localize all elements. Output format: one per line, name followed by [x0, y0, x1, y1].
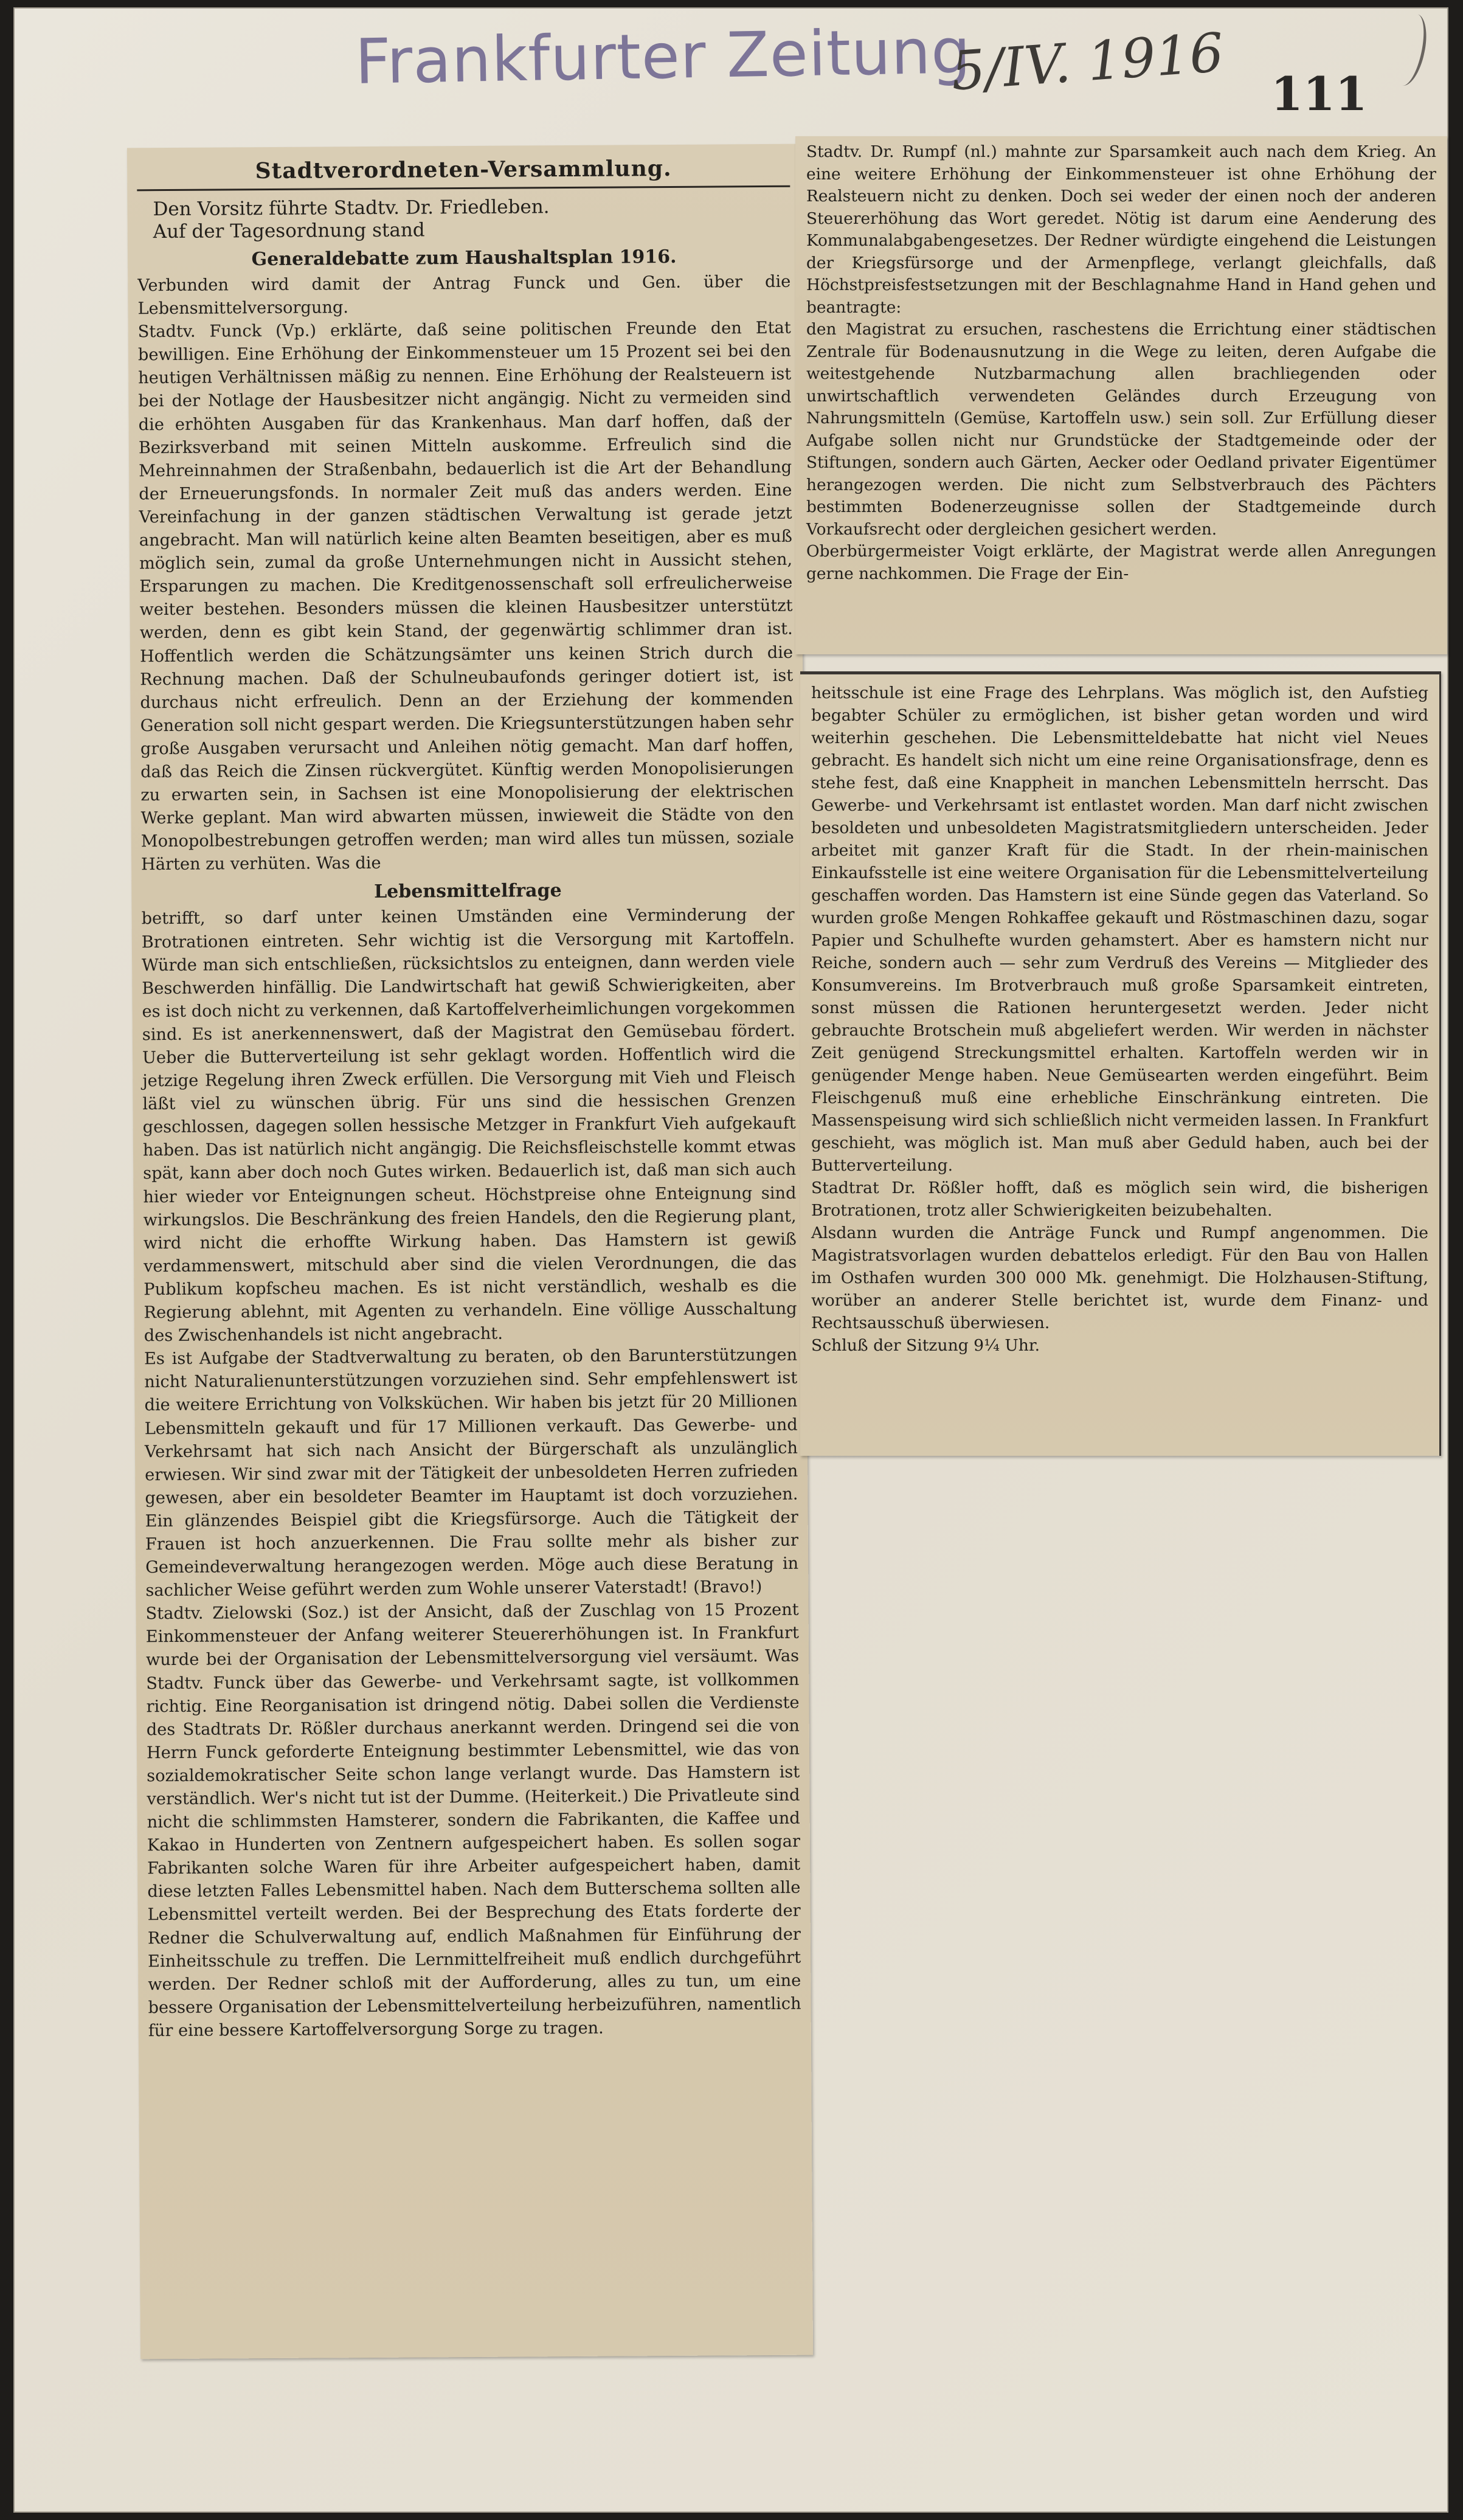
lead-line-agenda: Auf der Tagesordnung stand — [153, 219, 425, 243]
subhead-food-question: Lebensmittelfrage — [374, 880, 562, 903]
clipping-left-column — [127, 144, 813, 2359]
article-body-right-bottom: heitsschule ist eine Frage des Lehrplans. Was möglich ist, den Aufstieg begabter Schüler zu ermöglichen, ist bisher getan worden und wird weiterhin geschehen. Die Lebensmitteldebatte hat nicht viel Neues gebracht. Es handelt sich nicht um eine reine Organisationsfrage, denn es stehe fest, daß eine Knappheit in manchen Lebensmitteln herrscht. Das Gewerbe- und Verkehrsamt ist entlastet worden. Man darf nicht zwischen besoldeten und unbesoldeten Magistratsmitgliedern unterscheiden. Jeder arbeitet mit ganzer Kraft für die Stadt. In der rhein-mainischen Einkaufsstelle ist eine weitere Organisation für die Lebensmittelverteilung geschaffen worden. Das Hamstern ist eine Sünde gegen das Vaterland. So wurden große Mengen Rohkaffee gekauft und Röstmaschinen dazu, sogar Papier und Schulhefte wurden gehamstert. Aber es hamstern nicht nur Reiche, sondern auch — sehr zum Verdruß des Vereins — Mitglieder des Konsumvereins. Im Brotverbrauch muß große Sparsamkeit eintreten, sonst müssen die Rationen heruntergesetzt werden. Jeder nicht gebrauchte Brotschein muß abgeliefert werden. Wir werden in nächster Zeit genügend Streckungsmittel erhalten. Kartoffeln werden wir in genügender Menge haben. Neue Gemüsearten werden eingeführt. Beim Fleischgenuß muß eine erhebliche Einschränkung eintreten. Die Massenspeisung wird sich schließlich nicht vermeiden lassen. In Frankfurt geschieht, was möglich ist. Man muß aber Geduld haben, auch bei der Butterverteilung. Stadtrat Dr. Rößler hofft, daß es möglich sein wird, die bisherigen Brotrationen, trotz aller Schwierigkeiten beizubehalten. Alsdann wurden die Anträge Funck und Rumpf angenommen. Die Magistratsvorlagen wurden debattelos erledigt. Für den Bau von Hallen im Osthafen wurden 300 000 Mk. genehmigt. Die Holzhausen-Stiftung, worüber an anderer Stelle berichtet ist, wurde dem Finanz- und Rechtsausschuß überwiesen. Schluß der Sitzung 9¼ Uhr. — [811, 684, 1428, 1355]
newspaper-stamp: Frankfurter Zeitung — [355, 15, 972, 99]
archive-sheet — [13, 7, 1448, 2513]
page-number: 111 — [1271, 67, 1368, 121]
pencil-mark-icon — [1388, 11, 1432, 89]
article-body-part-1: Verbunden wird damit der Antrag Funck und Gen. über die Lebensmittelversorgung. Stadtv. Funck (Vp.) erklärte, daß seine politischen Freunde den Etat bewilligen. Eine Erhöhung der Einkommensteuer um 15 Prozent sei bei den heutigen Verhältnissen mäßig zu nennen. Eine Erhöhung der Realsteuern ist bei der Notlage der Hausbesitzer nicht angängig. Nicht zu vermeiden sind die erhöhten Ausgaben für das Krankenhaus. Man darf hoffen, daß der Bezirksverband mit seinen Mitteln auskomme. Erfreulich sind die Mehreinnahmen der Straßenbahn, bedauerlich ist die Art der Behandlung der Erneuerungsfonds. In normaler Zeit muß das anders werden. Eine Vereinfachung in der ganzen städtischen Verwaltung ist gerade jetzt angebracht. Man will natürlich keine alten Beamten beseitigen, aber es muß möglich sein, zumal da große Unternehmungen nicht in Aussicht stehen, Ersparungen zu machen. Die Kreditgenossenschaft soll erfreulicherweise weiter bestehen. Besonders müssen die kleinen Hausbesitzer unterstützt werden, denn es gibt kein Stand, der gegenwärtig schlimmer dran ist. Hoffentlich werden die Schätzungsämter uns keinen Strich durch die Rechnung machen. Daß der Schulneubaufonds geringer dotiert ist, ist durchaus nicht erfreulich. Denn an der Erziehung der kommenden Generation soll nicht gespart werden. Die Kriegsunterstützungen haben sehr große Ausgaben verursacht und Anleihen nötig gemacht. Man darf hoffen, daß das Reich die Zinsen rückvergütet. Künftig werden Monopolisierungen zu erwarten sein, in Sachsen ist eine Monopolisierung der elektrischen Werke geplant. Man wird abwarten müssen, inwieweit die Städte von den Monopolbestrebungen getroffen werden; man wird alles tun müssen, soziale Härten zu verhüten. Was die — [137, 272, 794, 874]
subhead-general-debate: Generaldebatte zum Haushaltsplan 1916. — [251, 246, 677, 271]
lead-line-chair: Den Vorsitz führte Stadtv. Dr. Friedleben. — [153, 196, 550, 221]
article-body-right-top: Stadtv. Dr. Rumpf (nl.) mahnte zur Sparsamkeit auch nach dem Krieg. An eine weitere Erhöhung der Einkommensteuer ist ohne Erhöhung der Realsteuern nicht zu denken. Doch sei weder der einen noch der anderen Steuererhöhung das Wort geredet. Nötig ist darum eine Aenderung des Kommunalabgabengesetzes. Der Redner würdigte eingehend die Leistungen der Kriegsfürsorge und der Armenpflege, verlangt gleichfalls, daß Höchstpreisfestsetzungen mit der Beschlagnahme Hand in Hand gehen und beantragte: den Magistrat zu ersuchen, raschestens die Errichtung einer städtischen Zentrale für Bodenausnutzung in die Wege zu leiten, deren Aufgabe die weitestgehende Nutzbarmachung allen brachliegenden oder unwirtschaftlich verwendeten Geländes durch Erzeugung von Nahrungsmitteln (Gemüse, Kartoffeln usw.) sein soll. Zur Erfüllung dieser Aufgabe sollen nicht nur Grundstücke der Stadtgemeinde oder der Stiftungen, sondern auch Gärten, Aecker oder Oedland privater Eigentümer herangezogen werden. Die nicht zum Selbstverbrauch des Pächters bestimmten Bodenerzeugnisse sollen der Stadtgemeinde durch Vorkaufsrecht oder dergleichen gesichert werden. Oberbürgermeister Voigt erklärte, der Magistrat werde allen Anregungen gerne nachkommen. Die Frage der Ein- — [806, 142, 1436, 583]
handwritten-date: 5/IV. 1916 — [949, 21, 1226, 103]
article-headline: Stadtverordneten-Versammlung. — [137, 155, 790, 192]
clipping-right-bottom — [800, 671, 1441, 1456]
article-body-part-2: betrifft, so darf unter keinen Umständen eine Verminderung der Brotrationen eintreten. Sehr wichtig ist die Versorgung mit Kartoffeln. Würde man sich entschließen, rücksichtslos zu enteignen, dann werden viele Beschwerden hinfällig. Die Landwirtschaft hat gewiß Schwierigkeiten, aber es ist doch nicht zu verkennen, daß Kartoffelverheimlichungen vorgekommen sind. Es ist anerkennenswert, daß der Magistrat den Gemüsebau fördert. Ueber die Butterverteilung ist sehr geklagt worden. Hoffentlich wird die jetzige Regelung ihren Zweck erfüllen. Die Versorgung mit Vieh und Fleisch läßt viel zu wünschen übrig. Für uns sind die hessischen Grenzen geschlossen, dagegen sollen hessische Metzger in Frankfurt Vieh aufgekauft haben. Das ist natürlich nicht angängig. Die Reichsfleischstelle kommt etwas spät, kann aber doch noch Gutes wirken. Bedauerlich ist, daß man sich auch hier wieder vor Enteignungen scheut. Höchstpreise ohne Enteignung sind wirkungslos. Die Beschränkung des freien Handels, den die Regierung plant, wird nicht die erhoffte Wirkung haben. Das Hamstern ist gewiß verdammenswert, mitschuld aber sind die vielen Verordnungen, die das Publikum kopfscheu machen. Es ist nicht verständlich, weshalb es die Regierung ablehnt, mit Agenten zu verhandeln. Eine völlige Ausschaltung des Zwischenhandels ist nicht angebracht. Es ist Aufgabe der Stadtverwaltung zu beraten, ob den Barunterstützungen nicht Naturalienunterstützungen vorzuziehen sind. Sehr empfehlenswert ist die weitere Errichtung von Volksküchen. Wir haben bis jetzt für 20 Millionen Lebensmitteln gekauft und für 17 Millionen verkauft. Das Gewerbe- und Verkehrsamt hat sich nach Ansicht der Bürgerschaft als unzulänglich erwiesen. Wir sind zwar mit der Tätigkeit der unbesoldeten Herren zufrieden gewesen, aber ein besoldeter Beamter im Hauptamt ist doch vorzuziehen. Ein glänzendes Beispiel gibt die Kriegsfürsorge. Auch die Tätigkeit der Frauen ist hoch anzuerkennen. Die Frau sollte mehr als bisher zur Gemeindeverwaltung herangezogen werden. Möge auch diese Beratung in sachlicher Weise geführt werden zum Wohle unserer Vaterstadt! (Bravo!) Stadtv. Zielowski (Soz.) ist der Ansicht, daß der Zuschlag von 15 Prozent Einkommensteuer der Anfang weiterer Steuererhöhungen ist. In Frankfurt wurde bei der Organisation der Lebensmittelversorgung viel versäumt. Was Stadtv. Funck über das Gewerbe- und Verkehrsamt sagte, ist vollkommen richtig. Eine Reorganisation ist dringend nötig. Dabei sollen die Verdienste des Stadtrats Dr. Rößler durchaus anerkannt werden. Dringend sei die von Herrn Funck geforderte Enteignung bestimmter Lebensmittel, wie das von sozialdemokratischer Seite schon lange verlangt wurde. Das Hamstern ist verständlich. Wer's nicht tut ist der Dumme. (Heiterkeit.) Die Privatleute sind nicht die schlimmsten Hamsterer, sondern die Fabrikanten, die Kaffee und Kakao in Hunderten von Zentnern aufgespeichert haben. Es sollen sogar Fabrikanten solche Waren für ihre Arbeiter aufgespeichert haben, damit diese letzten Falles Lebensmittel haben. Nach dem Butterschema sollten alle Lebensmittel verteilt werden. Bei der Besprechung des Etats forderte der Redner die Schulverwaltung auf, endlich Maßnahmen für Einführung der Einheitsschule zu treffen. Die Lernmittelfreiheit muß endlich durchgeführt werden. Der Redner schloß mit der Aufforderung, alles zu tun, um eine bessere Organisation der Lebensmittelverteilung herbeizuführen, namentlich für eine bessere Kartoffelversorgung Sorge zu tragen. — [141, 905, 801, 2041]
clipping-right-top — [795, 136, 1447, 654]
